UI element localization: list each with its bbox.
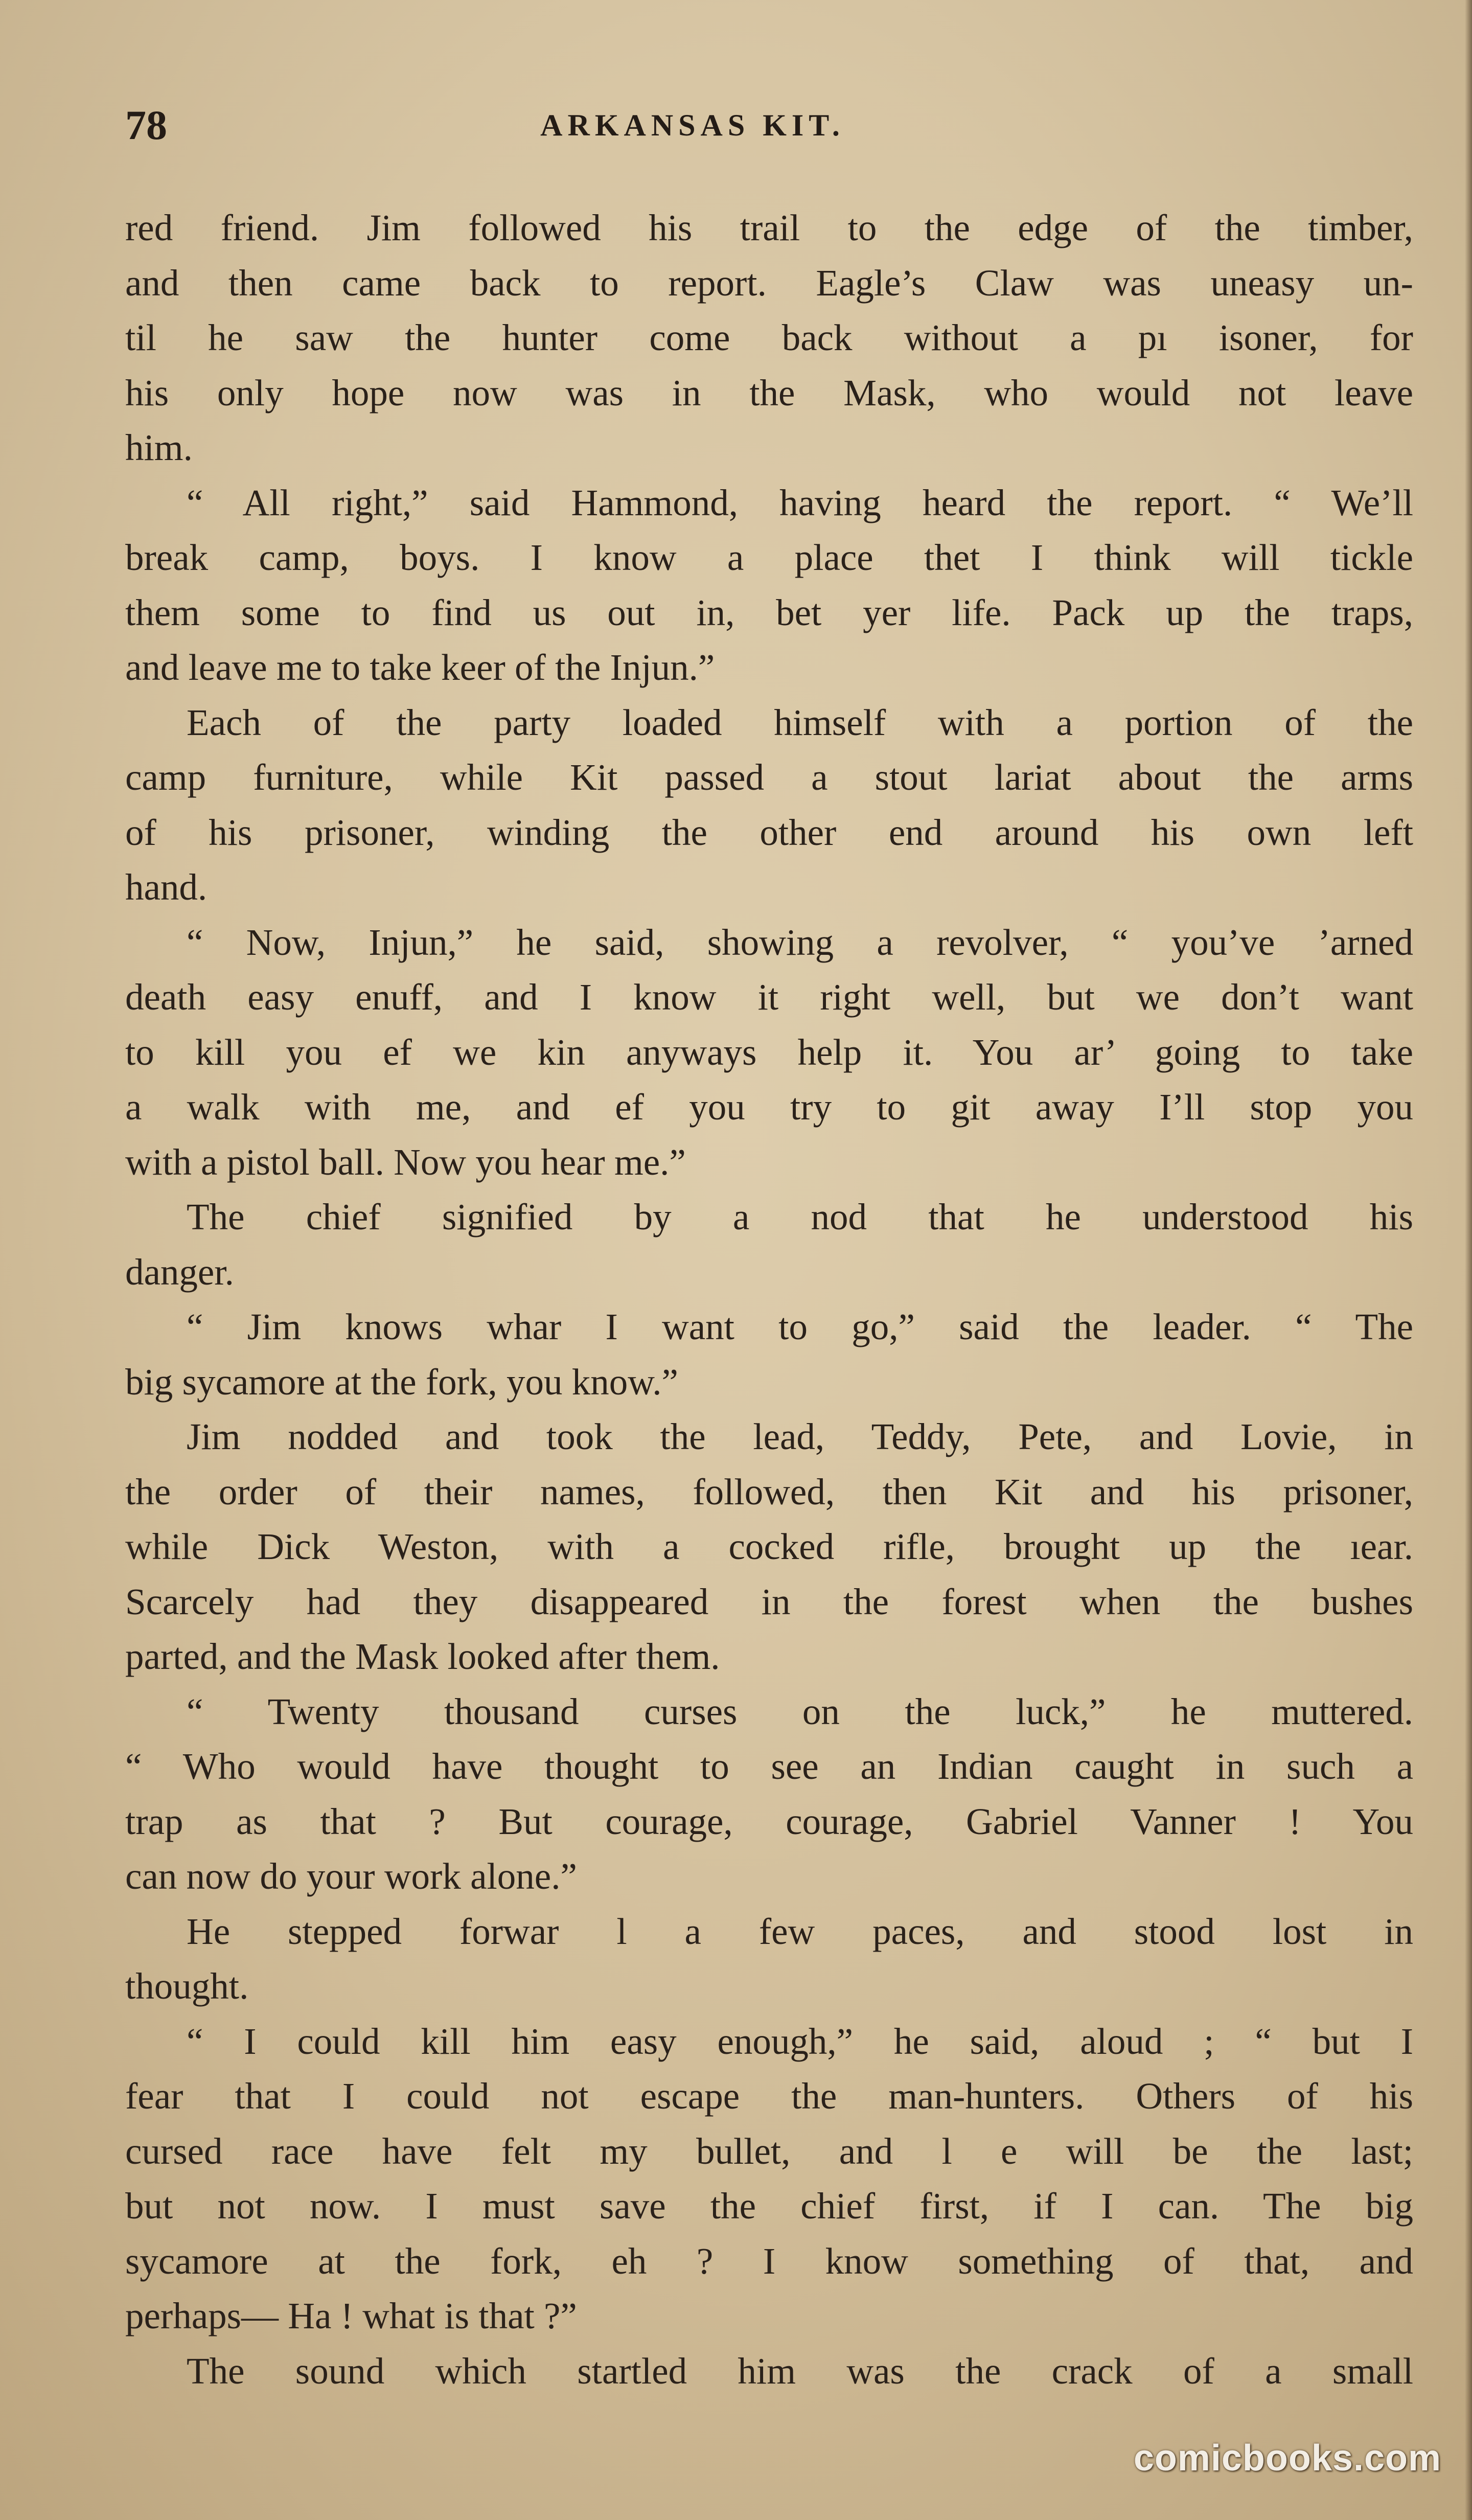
text-line: death easy enuff, and I know it right well, but we don’t want — [125, 976, 1413, 1018]
text-line: cursed race have felt my bullet, and l e will be the last; — [125, 2130, 1413, 2172]
text-line: Each of the party loaded himself with a portion of the — [187, 701, 1413, 743]
text-line: his only hope now was in the Mask, who would not leave — [125, 372, 1413, 414]
text-line: The sound which startled him was the crack of a small — [187, 2350, 1413, 2392]
text-line: him. — [125, 427, 193, 468]
text-line: and leave me to take keer of the Injun.” — [125, 647, 715, 688]
page-header — [125, 97, 1413, 153]
text-line: to kill you ef we kin anyways help it. You ar’ going to take — [125, 1031, 1413, 1073]
text-line: “ Twenty thousand curses on the luck,” he muttered. — [187, 1690, 1413, 1732]
text-line: hand. — [125, 866, 208, 908]
body-text — [125, 200, 1413, 2398]
text-line: but not now. I must save the chief first, if I can. The big — [125, 2185, 1413, 2227]
text-line: big sycamore at the fork, you know.” — [125, 1361, 678, 1403]
text-line: fear that I could not escape the man-hunters. Others of his — [125, 2075, 1413, 2117]
text-line: perhaps— Ha ! what is that ?” — [125, 2295, 577, 2336]
text-line: “ Now, Injun,” he said, showing a revolver, “ you’ve ’arned — [187, 921, 1413, 963]
text-line: Scarcely had they disappeared in the forest when the bushes — [125, 1580, 1413, 1622]
watermark: comicbooks.com — [1133, 2438, 1441, 2479]
running-title: ARKANSAS KIT. — [540, 108, 845, 142]
page-edge-shadow — [1465, 0, 1472, 2520]
text-line: “ Who would have thought to see an Indian caught in such a — [125, 1746, 1413, 1787]
text-line: and then came back to report. Eagle’s Claw was uneasy un- — [125, 262, 1413, 304]
text-line: a walk with me, and ef you try to git away I’ll stop you — [125, 1086, 1413, 1128]
text-line: parted, and the Mask looked after them. — [125, 1636, 720, 1677]
text-line: trap as that ? But courage, courage, Gabriel Vanner ! You — [125, 1800, 1413, 1842]
text-line: “ All right,” said Hammond, having heard the report. “ We’ll — [187, 482, 1413, 523]
text-line: Jim nodded and took the lead, Teddy, Pete, and Lovie, in — [187, 1416, 1413, 1457]
text-line: thought. — [125, 1965, 249, 2007]
text-line: them some to find us out in, bet yer life. Pack up the traps, — [125, 591, 1413, 633]
text-line: camp furniture, while Kit passed a stout lariat about the arms — [125, 757, 1413, 798]
text-line: while Dick Weston, with a cocked rifle, brought up the ıear. — [125, 1526, 1413, 1567]
text-line: with a pistol ball. Now you hear me.” — [125, 1141, 686, 1183]
text-line: “ I could kill him easy enough,” he said, aloud ; “ but I — [187, 2020, 1413, 2062]
text-line: break camp, boys. I know a place thet I think will tickle — [125, 537, 1413, 578]
text-line: “ Jim knows whar I want to go,” said the leader. “ The — [187, 1306, 1413, 1347]
text-line: red friend. Jim followed his trail to the edge of the timber, — [125, 207, 1413, 248]
text-line: can now do your work alone.” — [125, 1855, 577, 1897]
text-line: sycamore at the fork, eh ? I know something of that, and — [125, 2240, 1413, 2282]
page-number: 78 — [125, 102, 167, 148]
text-line: The chief signified by a nod that he understood his — [187, 1196, 1413, 1238]
text-line: the order of their names, followed, then Kit and his prisoner, — [125, 1471, 1413, 1513]
text-line: til he saw the hunter come back without a pı isoner, for — [125, 317, 1413, 358]
text-line: He stepped forwar l a few paces, and stood lost in — [187, 1910, 1413, 1952]
text-line: of his prisoner, winding the other end around his own left — [125, 811, 1413, 853]
text-line: danger. — [125, 1251, 234, 1293]
